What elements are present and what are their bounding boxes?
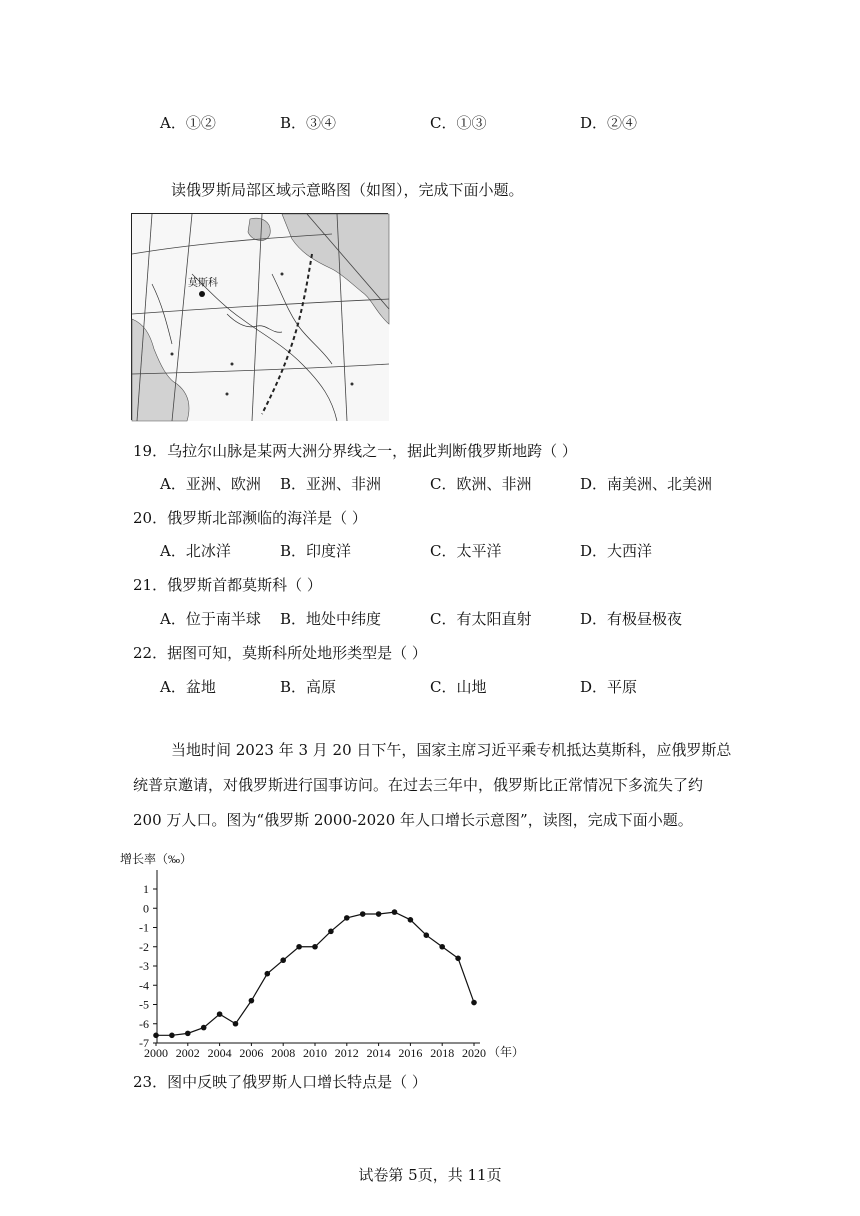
map-drawing bbox=[132, 214, 389, 421]
chart-ticks bbox=[139, 882, 486, 1060]
q21-option-d[interactable]: D．有极昼极夜 bbox=[580, 610, 683, 628]
q22-option-a[interactable]: A．盆地 bbox=[160, 678, 216, 696]
data-point bbox=[233, 1021, 239, 1027]
option-b[interactable]: B．③④ bbox=[280, 114, 337, 132]
data-point bbox=[153, 1033, 159, 1039]
x-tick-label: 2002 bbox=[175, 1046, 200, 1060]
question-21-stem: 21．俄罗斯首都莫斯科（ ） bbox=[133, 576, 322, 594]
y-tick-label: -7 bbox=[139, 1036, 149, 1050]
y-tick-label: 0 bbox=[143, 901, 149, 916]
question-20-stem: 20．俄罗斯北部濒临的海洋是（ ） bbox=[133, 509, 367, 527]
option-c[interactable]: C．①③ bbox=[430, 114, 487, 132]
x-tick-label: 2010 bbox=[303, 1046, 327, 1060]
x-tick-label: 2004 bbox=[207, 1046, 232, 1060]
q20-option-a[interactable]: A．北冰洋 bbox=[160, 542, 231, 560]
q20-option-c[interactable]: C．太平洋 bbox=[430, 542, 502, 560]
q21-option-a[interactable]: A．位于南半球 bbox=[160, 610, 261, 628]
q19-option-b[interactable]: B．亚洲、非洲 bbox=[280, 475, 382, 493]
y-tick-label: -2 bbox=[139, 939, 149, 954]
data-point bbox=[312, 944, 318, 950]
chart-series bbox=[153, 909, 477, 1038]
q20-option-b[interactable]: B．印度洋 bbox=[280, 542, 352, 560]
x-axis-label: （年） bbox=[488, 1045, 525, 1059]
question-23-stem: 23．图中反映了俄罗斯人口增长特点是（ ） bbox=[133, 1073, 427, 1091]
y-tick-label: -4 bbox=[139, 978, 149, 993]
x-tick-label: 2012 bbox=[334, 1046, 359, 1060]
data-point bbox=[296, 944, 302, 950]
data-point bbox=[471, 1000, 477, 1006]
russia-region-map bbox=[131, 213, 388, 420]
page-footer: 试卷第 5页，共 11页 bbox=[358, 1166, 502, 1184]
y-tick-label: -3 bbox=[139, 959, 149, 973]
q19-option-d[interactable]: D．南美洲、北美洲 bbox=[580, 475, 713, 493]
x-tick-label: 2000 bbox=[144, 1046, 168, 1060]
data-point bbox=[201, 1025, 207, 1031]
data-point bbox=[424, 932, 430, 938]
data-point bbox=[217, 1011, 223, 1017]
passage-text: 当地时间 2023 年 3 月 20 日下午，国家主席习近平乘专机抵达莫斯科，应俄罗斯总统普京邀请，对俄罗斯进行国事访问。在过去三年中，俄罗斯比正常情况下多流失了约 200 万人口。图为“俄罗斯 2000-2020 年人口增长示意图”，读图，完成下面小题。 bbox=[133, 741, 732, 829]
y-tick-label: 1 bbox=[143, 882, 149, 896]
data-point bbox=[344, 915, 350, 921]
x-tick-label: 2006 bbox=[239, 1046, 264, 1060]
passage bbox=[133, 733, 733, 838]
data-point bbox=[408, 917, 414, 923]
data-point bbox=[439, 944, 445, 950]
q21-option-b[interactable]: B．地处中纬度 bbox=[280, 610, 382, 628]
data-point bbox=[392, 909, 398, 915]
option-a[interactable]: A．①② bbox=[160, 114, 216, 132]
x-tick-label: 2016 bbox=[398, 1046, 423, 1060]
x-tick-label: 2018 bbox=[430, 1046, 455, 1060]
q21-option-c[interactable]: C．有太阳直射 bbox=[430, 610, 532, 628]
data-point bbox=[328, 929, 334, 935]
map-intro: 读俄罗斯局部区域示意略图（如图），完成下面小题。 bbox=[171, 181, 524, 199]
data-point bbox=[280, 957, 286, 963]
x-tick-label: 2008 bbox=[271, 1046, 296, 1060]
population-growth-chart bbox=[120, 848, 525, 1063]
y-axis-label: 增长率（‰） bbox=[120, 852, 193, 866]
q22-option-d[interactable]: D．平原 bbox=[580, 678, 638, 696]
option-d[interactable]: D．②④ bbox=[580, 114, 638, 132]
y-tick-label: -5 bbox=[139, 997, 149, 1012]
q22-option-c[interactable]: C．山地 bbox=[430, 678, 487, 696]
chart-axes bbox=[157, 870, 480, 1043]
data-point bbox=[376, 911, 382, 917]
question-22-stem: 22．据图可知，莫斯科所处地形类型是（ ） bbox=[133, 644, 427, 662]
series-line bbox=[156, 912, 474, 1035]
moscow-label: 莫斯科 bbox=[188, 278, 218, 289]
data-point bbox=[265, 971, 271, 977]
y-tick-label: -6 bbox=[139, 1016, 149, 1031]
data-point bbox=[169, 1033, 175, 1039]
question-19-stem: 19．乌拉尔山脉是某两大洲分界线之一，据此判断俄罗斯地跨（ ） bbox=[133, 442, 577, 460]
data-point bbox=[249, 998, 255, 1004]
x-tick-label: 2020 bbox=[462, 1046, 486, 1060]
data-point bbox=[360, 911, 366, 917]
y-tick-label: -1 bbox=[139, 920, 149, 935]
data-point bbox=[455, 956, 461, 962]
q20-option-d[interactable]: D．大西洋 bbox=[580, 542, 653, 560]
q22-option-b[interactable]: B．高原 bbox=[280, 678, 337, 696]
q19-option-c[interactable]: C．欧洲、非洲 bbox=[430, 475, 532, 493]
x-tick-label: 2014 bbox=[366, 1046, 391, 1060]
q19-option-a[interactable]: A．亚洲、欧洲 bbox=[160, 475, 261, 493]
data-point bbox=[185, 1031, 191, 1037]
